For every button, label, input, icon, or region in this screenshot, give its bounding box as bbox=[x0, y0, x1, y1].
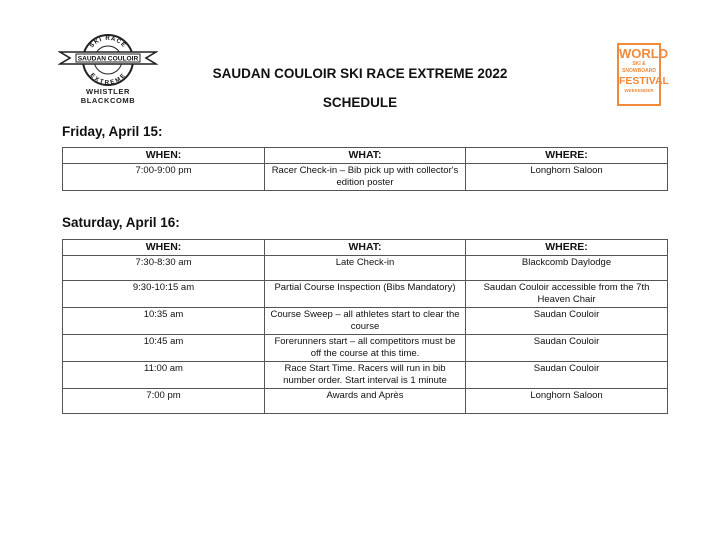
festival-logo-line-3: FESTIVAL bbox=[619, 75, 669, 87]
cell-what: Course Sweep – all athletes start to clear the course bbox=[265, 308, 466, 335]
logo-caption: WHISTLER BLACKCOMB bbox=[80, 87, 136, 105]
cell-when: 7:00-9:00 pm bbox=[63, 164, 265, 191]
saturday-schedule-table bbox=[62, 239, 668, 414]
column-header-where: WHERE: bbox=[466, 240, 668, 256]
cell-what: Partial Course Inspection (Bibs Mandatory) bbox=[265, 281, 466, 308]
logo-band-text: SAUDAN COULOIR bbox=[77, 55, 139, 63]
logo-arc-bottom-text: EXTREME bbox=[88, 72, 128, 87]
table-row bbox=[63, 362, 668, 389]
cell-where: Saudan Couloir bbox=[466, 362, 668, 389]
table-row bbox=[63, 389, 668, 414]
cell-what: Racer Check-in – Bib pick up with collector's edition poster bbox=[265, 164, 466, 191]
table-header-row bbox=[63, 240, 668, 256]
cell-when: 11:00 am bbox=[63, 362, 265, 389]
table-row bbox=[63, 308, 668, 335]
saturday-heading: Saturday, April 16: bbox=[62, 215, 180, 230]
festival-logo-line-1: WORLD bbox=[619, 46, 669, 61]
logo-arc-top-text: SKI RACE bbox=[89, 36, 127, 50]
cell-when: 9:30-10:15 am bbox=[63, 281, 265, 308]
cell-where: Saudan Couloir bbox=[466, 335, 668, 362]
cell-where: Longhorn Saloon bbox=[466, 389, 668, 414]
cell-what: Awards and Après bbox=[265, 389, 466, 414]
page-subtitle: SCHEDULE bbox=[322, 95, 398, 110]
cell-where: Longhorn Saloon bbox=[466, 164, 668, 191]
cell-when: 7:30-8:30 am bbox=[63, 256, 265, 281]
cell-where: Blackcomb Daylodge bbox=[466, 256, 668, 281]
cell-where: Saudan Couloir bbox=[466, 308, 668, 335]
festival-logo-line-4: WEEKENDER bbox=[624, 88, 654, 93]
table-row bbox=[63, 256, 668, 281]
column-header-where: WHERE: bbox=[466, 148, 668, 164]
table-header-row bbox=[63, 148, 668, 164]
cell-when: 7:00 pm bbox=[63, 389, 265, 414]
cell-when: 10:45 am bbox=[63, 335, 265, 362]
page-title: SAUDAN COULOIR SKI RACE EXTREME 2022 bbox=[212, 66, 508, 81]
column-header-when: WHEN: bbox=[63, 148, 265, 164]
cell-when: 10:35 am bbox=[63, 308, 265, 335]
cell-what: Forerunners start – all competitors must be off the course at this time. bbox=[265, 335, 466, 362]
table-row bbox=[63, 281, 668, 308]
cell-where: Saudan Couloir accessible from the 7th Heaven Chair bbox=[466, 281, 668, 308]
cell-what: Late Check-in bbox=[265, 256, 466, 281]
festival-logo-line-2: SKI & SNOWBOARD bbox=[622, 61, 656, 74]
table-row bbox=[63, 335, 668, 362]
column-header-when: WHEN: bbox=[63, 240, 265, 256]
cell-what: Race Start Time. Racers will run in bib number order. Start interval is 1 minute bbox=[265, 362, 466, 389]
friday-heading: Friday, April 15: bbox=[62, 124, 163, 139]
column-header-what: WHAT: bbox=[265, 148, 466, 164]
table-row bbox=[63, 164, 668, 191]
friday-schedule-table bbox=[62, 147, 668, 191]
column-header-what: WHAT: bbox=[265, 240, 466, 256]
